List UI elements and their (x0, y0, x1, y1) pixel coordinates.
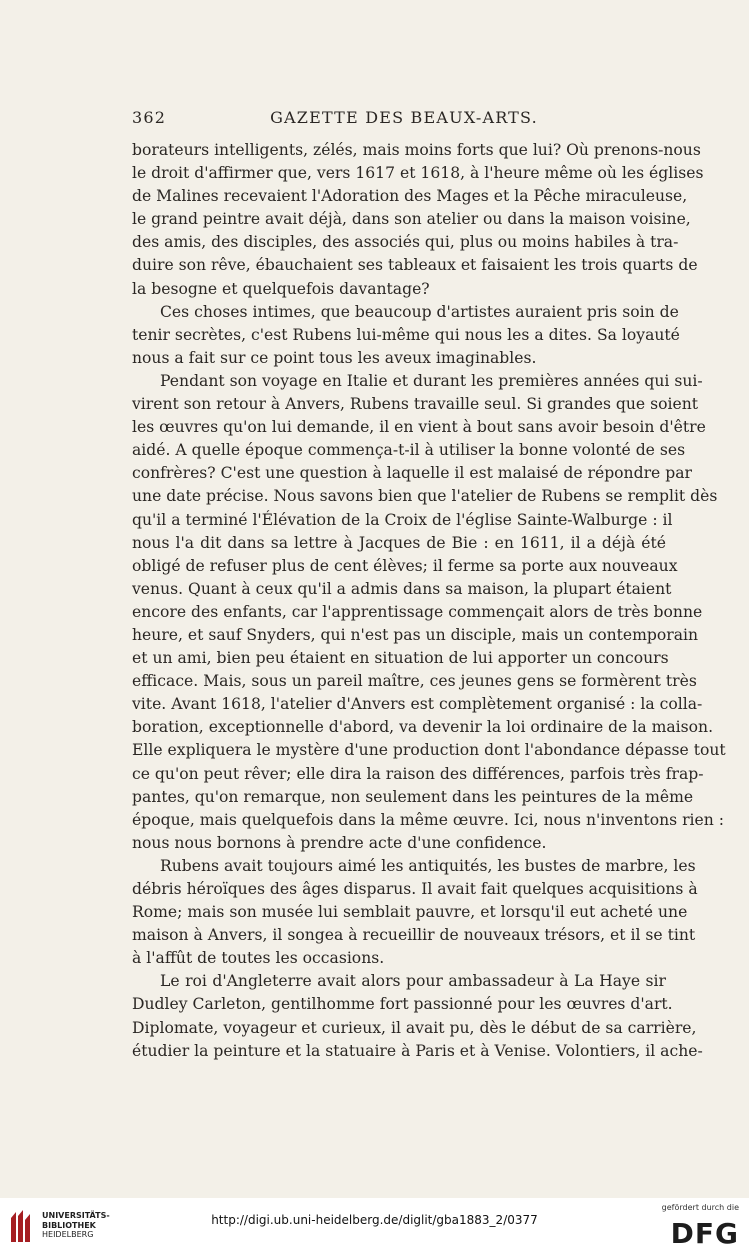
text-line: le grand peintre avait déjà, dans son atelier ou dans la maison voisine, (132, 210, 691, 229)
page-number: 362 (132, 108, 167, 127)
text-line: Diplomate, voyageur et curieux, il avait pu, dès le début de sa carrière, (132, 1018, 697, 1037)
text-line: maison à Anvers, il songea à recueillir de nouveaux trésors, et il se tint (132, 926, 696, 945)
text-line: époque, mais quelquefois dans la même œuvre. Ici, nous n'inventons rien : (132, 810, 725, 829)
text-line: duire son rêve, ébauchaient ses tableaux et faisaient les trois quarts de (132, 256, 698, 275)
text-line: pantes, qu'on remarque, non seulement dans les peintures de la même (132, 787, 694, 806)
dfg-logo: DFG (670, 1217, 739, 1250)
text-line: débris héroïques des âges disparus. Il avait fait quelques acquisitions à (132, 880, 698, 898)
text-line: et un ami, bien peu étaient en situation de lui apporter un concours (132, 649, 669, 668)
text-line: Pendant son voyage en Italie et durant les premières années qui sui- (160, 371, 703, 390)
text-line: Elle expliquera le mystère d'une production dont l'abondance dépasse tout (132, 741, 726, 760)
library-name-line: UNIVERSITÄTS- (42, 1211, 110, 1220)
text-line: heure, et sauf Snyders, qui n'est pas un disciple, mais un contemporain (132, 625, 699, 644)
running-head (132, 108, 666, 132)
text-line: obligé de refuser plus de cent élèves; il ferme sa porte aux nouveaux (132, 556, 678, 575)
text-line: Rubens avait toujours aimé les antiquités, les bustes de marbre, les (160, 856, 696, 875)
text-line: tenir secrètes, c'est Rubens lui-même qui nous les a dites. Sa loyauté (132, 325, 680, 344)
text-line: étudier la peinture et la statuaire à Paris et à Venise. Volontiers, il ache- (132, 1041, 703, 1060)
digitization-footer (0, 1198, 749, 1253)
source-url-link[interactable]: http://digi.ub.uni-heidelberg.de/diglit/gba1883_2/0377 (211, 1213, 538, 1227)
text-line: nous nous bornons à prendre acte d'une confidence. (132, 833, 547, 852)
text-line: aidé. A quelle époque commença-t-il à utiliser la bonne volonté de ses (132, 441, 686, 460)
text-line: Ces choses intimes, que beaucoup d'artistes auraient pris soin de (160, 302, 679, 321)
text-line: virent son retour à Anvers, Rubens travaille seul. Si grandes que soient (132, 395, 699, 414)
text-line: nous l'a dit dans sa lettre à Jacques de Bie : en 1611, il a déjà été (132, 533, 666, 552)
text-line: venus. Quant à ceux qu'il a admis dans sa maison, la plupart étaient (132, 579, 672, 598)
text-line: Rome; mais son musée lui semblait pauvre, et lorsqu'il eut acheté une (132, 903, 688, 922)
text-line: nous a fait sur ce point tous les aveux imaginables. (132, 348, 537, 367)
funding-note: gefördert durch die (661, 1203, 739, 1212)
text-line: des amis, des disciples, des associés qui, plus ou moins habiles à tra- (132, 233, 679, 252)
text-line: la besogne et quelquefois davantage? (132, 279, 430, 298)
text-line: à l'affût de toutes les occasions. (132, 949, 385, 968)
text-line: borateurs intelligents, zélés, mais moins forts que lui? Où prenons-nous (132, 141, 701, 159)
journal-title: GAZETTE DES BEAUX-ARTS. (270, 108, 538, 127)
library-name-line: HEIDELBERG (42, 1230, 94, 1239)
text-line: les œuvres qu'on lui demande, il en vient à bout sans avoir besoin d'être (132, 418, 706, 437)
text-line: Dudley Carleton, gentilhomme fort passionné pour les œuvres d'art. (132, 995, 673, 1014)
text-line: le droit d'affirmer que, vers 1617 et 1618, à l'heure même où les églises (132, 164, 704, 183)
text-line: de Malines recevaient l'Adoration des Mages et la Pêche miraculeuse, (132, 187, 688, 206)
text-line: une date précise. Nous savons bien que l'atelier de Rubens se remplit dès (132, 487, 718, 506)
body-text (132, 139, 726, 1063)
text-line: confrères? C'est une question à laquelle il est malaisé de répondre par (132, 464, 692, 483)
text-line: qu'il a terminé l'Élévation de la Croix de l'église Sainte-Walburge : il (132, 510, 673, 529)
text-line: encore des enfants, car l'apprentissage commençait alors de très bonne (132, 602, 703, 621)
text-line: ce qu'on peut rêver; elle dira la raison des différences, parfois très frap- (132, 764, 704, 783)
text-line: vite. Avant 1618, l'atelier d'Anvers est complètement organisé : la colla- (132, 695, 703, 714)
library-name-line: BIBLIOTHEK (42, 1220, 96, 1230)
text-line: boration, exceptionnelle d'abord, va devenir la loi ordinaire de la maison. (132, 718, 714, 737)
text-line: efficace. Mais, sous un pareil maître, ces jeunes gens se formèrent très (132, 672, 697, 691)
text-line: Le roi d'Angleterre avait alors pour ambassadeur à La Haye sir (160, 972, 666, 991)
